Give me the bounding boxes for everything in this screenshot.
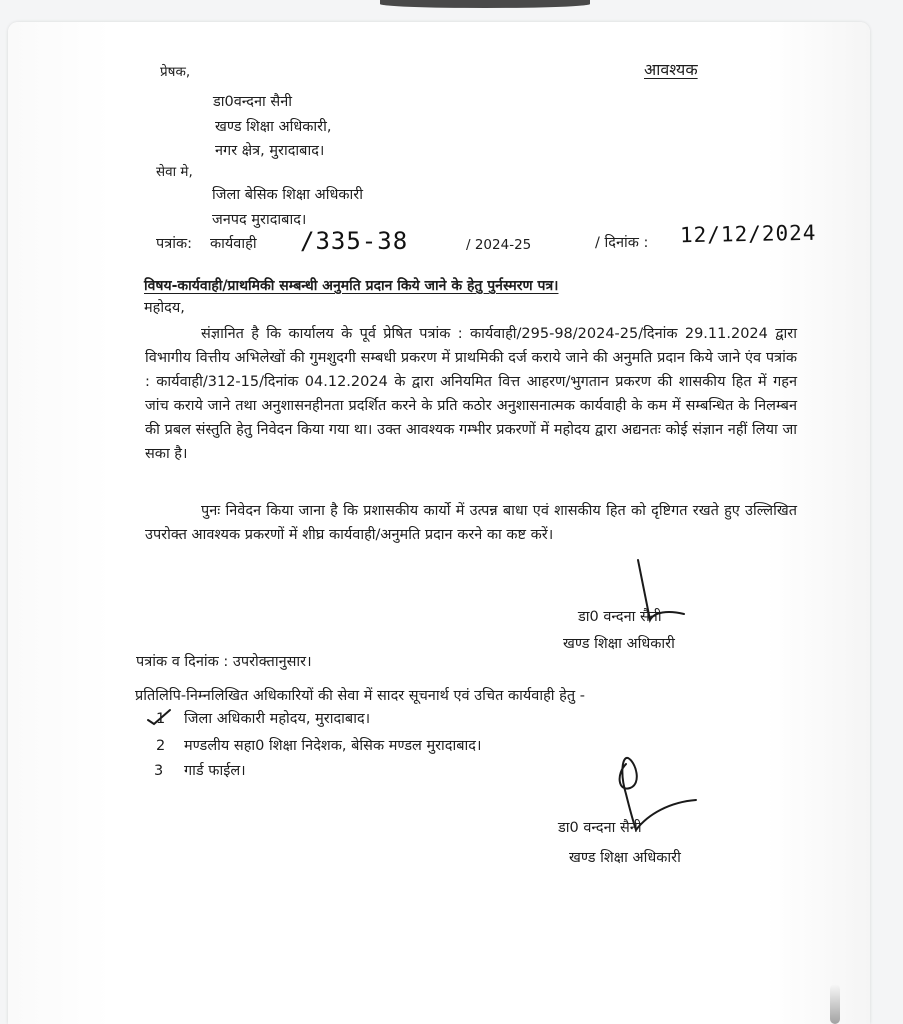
body-paragraph-1-text: संज्ञानित है कि कार्यालय के पूर्व प्रेषित पत्रांक : कार्यवाही/295-98/2024-25/दिनांक 29.11.2024 द्वारा विभागीय वित्तीय अभिलेखों की गुमशुदगी सम्बधी प्रकरण में प्राथमिकी दर्ज कराये जाने की अनुमति प्रदान किये जाने एंव पत्रांक : कार्यवाही/312-15/दिनांक 04.12.2024 के द्वारा अनियमित वित्त आहरण/भुगतान प्रकरण की शासकीय हित में गहन जांच कराये जाने तथा अनुशासनहीनता प्रदर्शित करने के प्रति कठोर अनुशासनात्मक कार्यवाही के कम में सम्बन्धित के निलम्बन की प्रबल संस्तुति हेतु निवेदन किया गया था। उक्त आवश्यक गम्भीर प्रकरणों में महोदय द्वारा अद्यनतः कोई संज्ञान नहीं लिया जा सका है। — [145, 326, 797, 462]
signatory-name-2: डा0 वन्दना सैनी — [558, 820, 642, 836]
paper-sheet — [8, 22, 870, 1024]
signatory-designation-2: खण्ड शिक्षा अधिकारी — [569, 850, 681, 866]
sender-designation: खण्ड शिक्षा अधिकारी, — [215, 119, 332, 135]
reference-date-line: पत्रांक व दिनांक : उपरोक्तानुसार। — [136, 654, 312, 670]
tick-mark — [144, 704, 174, 730]
copy-item-3-number: 3 — [154, 763, 164, 779]
copy-item-1-text: जिला अधिकारी महोदय, मुरादाबाद। — [184, 711, 371, 727]
sender-name: डा0वन्दना सैनी — [213, 94, 292, 110]
body-paragraph-2 — [145, 499, 797, 547]
copy-item-3-text: गार्ड फाईल। — [184, 763, 246, 779]
copy-item-2-number: 2 — [156, 738, 166, 754]
sender-office: नगर क्षेत्र, मुरादाबाद। — [215, 143, 325, 159]
copy-item-1-number: 1 — [156, 711, 166, 727]
body-paragraph-1 — [145, 322, 797, 466]
recipient-designation: जिला बेसिक शिक्षा अधिकारी — [212, 187, 363, 203]
sender-label: प्रेषक, — [160, 64, 191, 80]
date-label: / दिनांक : — [595, 235, 649, 251]
recipient-location: जनपद मुरादाबाद। — [212, 212, 307, 228]
signatory-designation-1: खण्ड शिक्षा अधिकारी — [563, 636, 675, 652]
subject-line: विषय-कार्यवाही/प्राथमिकी सम्बन्धी अनुमति प्रदान किये जाने के हेतु पुर्नस्मरण पत्र। — [144, 278, 559, 294]
reference-year: / 2024-25 — [466, 237, 532, 253]
top-bezel — [380, 0, 590, 8]
page-edge-shadow — [830, 984, 840, 1024]
body-paragraph-2-text: पुनः निवेदन किया जाना है कि प्रशासकीय कार्यो में उत्पन्न बाधा एवं शासकीय हित को दृष्टिगत रखते हुए उल्लिखित उपरोक्त आवश्यक प्रकरणों में शीघ्र कार्यवाही/अनुमति प्रदान करने का कष्ट करें। — [145, 503, 797, 543]
salutation: महोदय, — [144, 300, 185, 316]
copy-intro: प्रतिलिपि-निम्नलिखित अधिकारियों की सेवा में सादर सूचनार्थ एवं उचित कार्यवाही हेतु - — [135, 688, 585, 704]
to-label: सेवा मे, — [156, 164, 193, 180]
date-handwritten: 12/12/2024 — [679, 220, 817, 248]
reference-label: पत्रांक: — [156, 236, 193, 252]
signatory-name-1: डा0 वन्दना सैनी — [578, 609, 662, 625]
copy-item-2-text: मण्डलीय सहा0 शिक्षा निदेशक, बेसिक मण्डल मुरादाबाद। — [184, 738, 482, 754]
reference-prefix: कार्यवाही — [210, 236, 257, 252]
reference-number-handwritten: /335-38 — [300, 227, 409, 255]
letter-document — [8, 22, 870, 1024]
priority-label: आवश्यक — [644, 60, 698, 79]
